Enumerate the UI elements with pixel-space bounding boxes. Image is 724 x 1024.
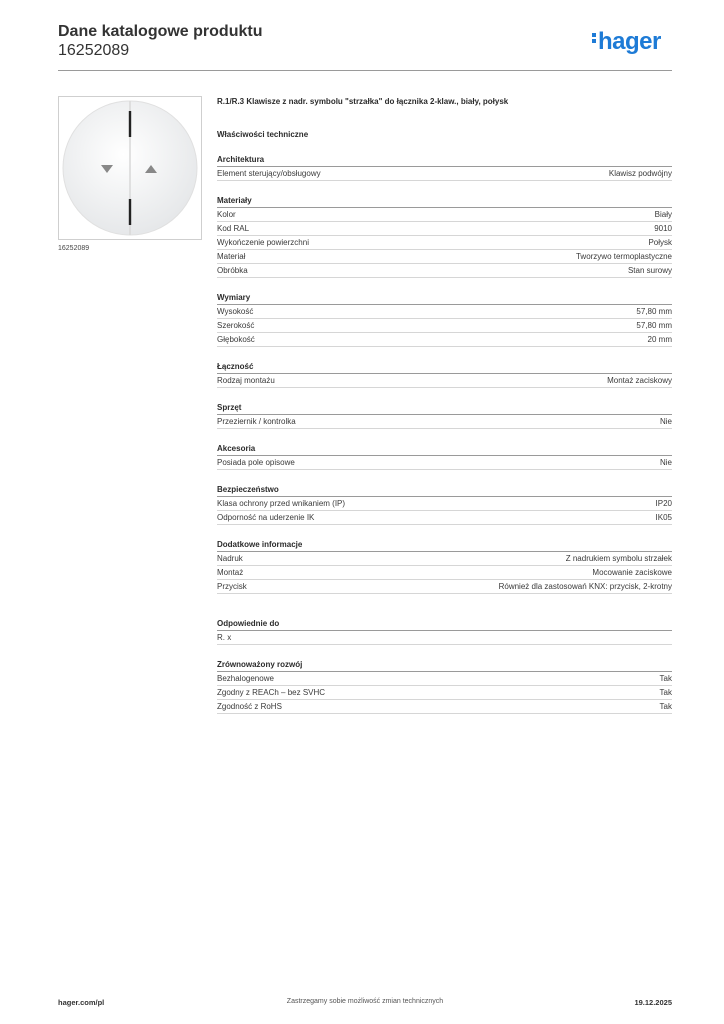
property-row	[217, 167, 672, 181]
property-sections	[217, 154, 672, 714]
logo-dots-icon	[592, 31, 597, 45]
property-value: 9010	[654, 224, 672, 233]
property-value: Klawisz podwójny	[608, 169, 672, 178]
product-code: 16252089	[58, 42, 130, 59]
property-section	[217, 154, 672, 181]
property-value: Nie	[659, 417, 672, 426]
section-title: Bezpieczeństwo	[217, 484, 672, 497]
section-title: Łączność	[217, 361, 672, 374]
property-row	[217, 580, 672, 594]
property-row	[217, 374, 672, 388]
property-section	[217, 195, 672, 278]
property-row	[217, 415, 672, 429]
property-label: Bezhalogenowe	[217, 674, 274, 683]
property-label: Odporność na uderzenie IK	[217, 513, 315, 522]
property-value: Z nadrukiem symbolu strzałek	[565, 554, 672, 563]
property-value: Stan surowy	[627, 266, 672, 275]
property-section	[217, 402, 672, 429]
property-section	[217, 443, 672, 470]
property-label: Zgodny z REACh – bez SVHC	[217, 688, 326, 697]
property-label: Posiada pole opisowe	[217, 458, 295, 467]
property-label: Przycisk	[217, 582, 247, 591]
property-label: Kolor	[217, 210, 236, 219]
property-label: Obróbka	[217, 266, 248, 275]
property-section	[217, 361, 672, 388]
footer-note: Zastrzegamy sobie możliwość zmian technicznych	[286, 998, 444, 1005]
property-value: Również dla zastosowań KNX: przycisk, 2-krotny	[498, 582, 672, 591]
section-title: Wymiary	[217, 292, 672, 305]
property-row	[217, 497, 672, 511]
logo-text: hager	[598, 28, 661, 55]
property-value: 57,80 mm	[636, 307, 672, 316]
section-title: Dodatkowe informacje	[217, 539, 672, 552]
property-row	[217, 333, 672, 347]
property-row	[217, 511, 672, 525]
property-row	[217, 566, 672, 580]
property-row	[217, 456, 672, 470]
property-row	[217, 552, 672, 566]
product-title: R.1/R.3 Klawisze z nadr. symbolu "strzałka" do łącznika 2-klaw., biały, połysk	[217, 97, 509, 106]
property-row	[217, 672, 672, 686]
section-title: Odpowiednie do	[217, 618, 672, 631]
property-value: IK05	[655, 513, 672, 522]
property-row	[217, 222, 672, 236]
property-row	[217, 305, 672, 319]
property-value: Tworzywo termoplastyczne	[575, 252, 672, 261]
footer-date: 19.12.2025	[634, 998, 672, 1007]
property-section	[217, 539, 672, 594]
property-label: Wysokość	[217, 307, 254, 316]
property-value: Tak	[659, 674, 672, 683]
property-row	[217, 319, 672, 333]
property-value: Mocowanie zaciskowe	[592, 568, 672, 577]
footer-website: hager.com/pl	[58, 998, 105, 1007]
property-label: Materiał	[217, 252, 246, 261]
property-label: Głębokość	[217, 335, 255, 344]
property-label: Kod RAL	[217, 224, 250, 233]
property-label: Przeziernik / kontrolka	[217, 417, 296, 426]
property-value: Połysk	[648, 238, 672, 247]
property-value: Tak	[659, 688, 672, 697]
property-row	[217, 700, 672, 714]
section-title: Materiały	[217, 195, 672, 208]
property-section	[217, 659, 672, 714]
document-header	[58, 22, 262, 60]
section-title: Akcesoria	[217, 443, 672, 456]
property-value: 20 mm	[647, 335, 672, 344]
property-label: Nadruk	[217, 554, 243, 563]
header-divider	[58, 70, 672, 71]
property-label: Element sterujący/obsługowy	[217, 169, 321, 178]
property-row	[217, 236, 672, 250]
property-row	[217, 250, 672, 264]
technical-properties-heading: Właściwości techniczne	[217, 130, 309, 139]
section-title: Sprzęt	[217, 402, 672, 415]
property-value: Nie	[659, 458, 672, 467]
property-label: Szerokość	[217, 321, 255, 330]
property-row	[217, 686, 672, 700]
property-label: Klasa ochrony przed wnikaniem (IP)	[217, 499, 346, 508]
property-value: IP20	[655, 499, 672, 508]
property-row	[217, 631, 672, 645]
property-label: Wykończenie powierzchni	[217, 238, 309, 247]
document-title: Dane katalogowe produktu	[58, 23, 263, 40]
hager-logo	[592, 28, 661, 56]
property-section	[217, 292, 672, 347]
property-section	[217, 484, 672, 525]
section-title: Architektura	[217, 154, 672, 167]
image-caption: 16252089	[58, 245, 90, 252]
property-label: Montaż	[217, 568, 244, 577]
property-value: Tak	[659, 702, 672, 711]
property-label: R. x	[217, 633, 232, 642]
section-title: Zrównoważony rozwój	[217, 659, 672, 672]
double-rocker-switch-icon	[59, 97, 201, 239]
product-details	[217, 96, 672, 714]
property-value: Biały	[654, 210, 672, 219]
property-value: Montaż zaciskowy	[607, 376, 672, 385]
property-label: Zgodność z RoHS	[217, 702, 282, 711]
property-section	[217, 618, 672, 645]
property-label: Rodzaj montażu	[217, 376, 275, 385]
property-value: 57,80 mm	[636, 321, 672, 330]
product-image	[58, 96, 202, 240]
property-row	[217, 264, 672, 278]
property-row	[217, 208, 672, 222]
